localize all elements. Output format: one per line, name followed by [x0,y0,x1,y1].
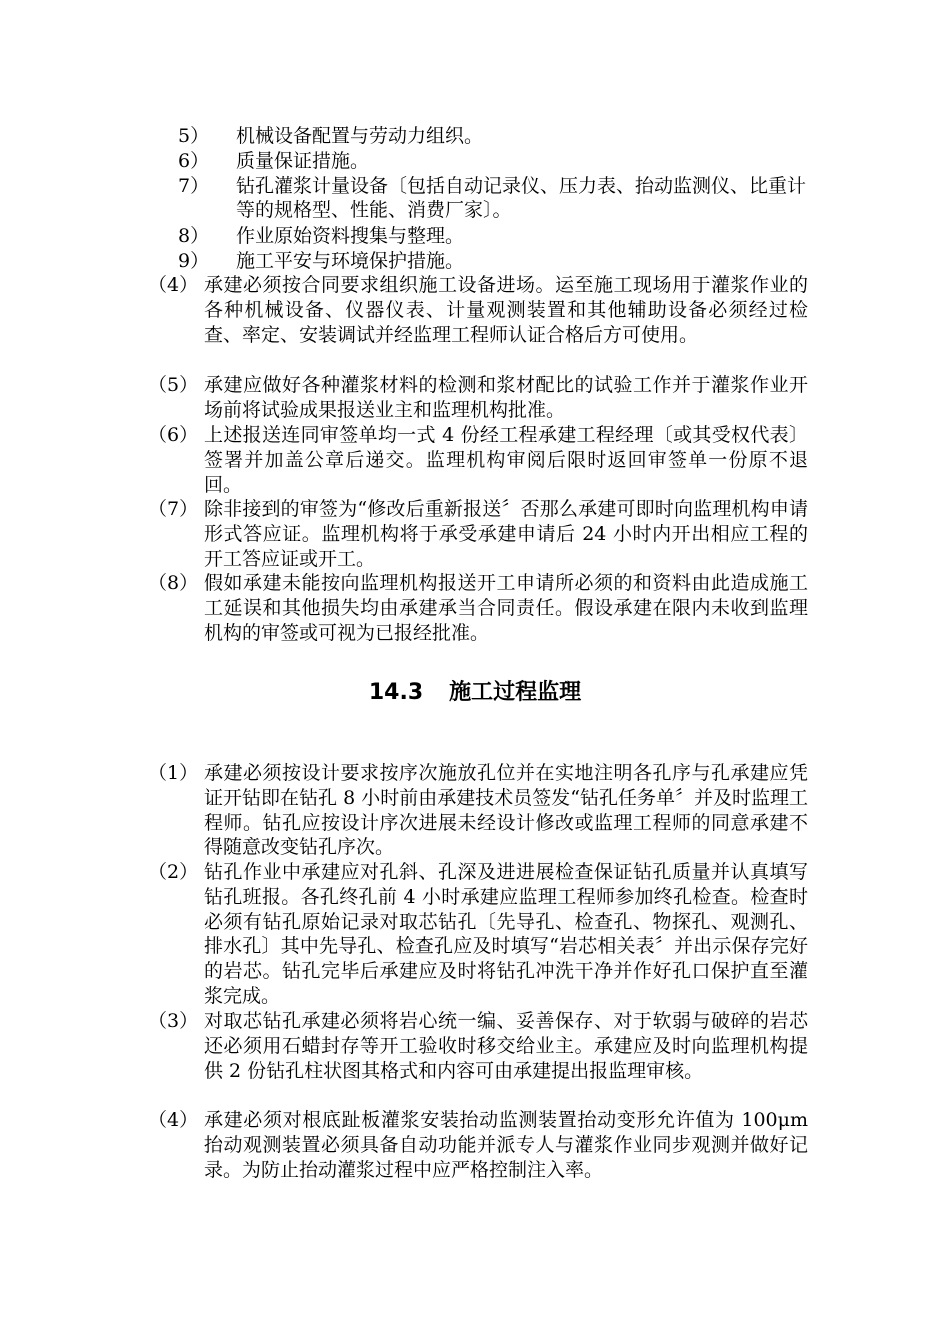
sub-list-item [178,149,808,173]
sub-list-item [178,249,808,273]
item-number: （6） [148,424,199,446]
item-text: 承建必须对根底趾板灌浆安装抬动监测装置抬动变形允许值为 100μm 抬动观测装置必须具备自动功能并派专人与灌浆作业同步观测并做好记录。为防止抬动灌浆过程中应严格控制注入率。 [204,1109,808,1181]
list-item [148,423,808,497]
list-item [148,761,808,860]
list-item [148,1009,808,1083]
sub-item-number: 7） [178,175,210,197]
item-text: 假如承建未能按向监理机构报送开工申请所必须的和资料由此造成施工工延误和其他损失均由承建承当合同责任。假设承建在限内未收到监理机构的审签或可视为已报经批准。 [204,572,808,644]
section-number: 14.3 [368,680,424,705]
sub-item-number: 5） [178,125,210,147]
item-number: （3） [148,1010,199,1032]
item-number: （4） [148,274,199,296]
sub-item-text: 机械设备配置与劳动力组织。 [236,125,484,147]
item-number: （1） [148,762,199,784]
sub-list-item [178,124,808,148]
section-title: 施工过程监理 [449,680,582,705]
item-number: （2） [148,861,199,883]
sub-item-text: 施工平安与环境保护措施。 [236,250,465,272]
sub-item-number: 6） [178,150,210,172]
item-number: （7） [148,498,199,520]
list-item [148,273,808,347]
item-text: 上述报送连同审签单均一式 4 份经工程承建工程经理〔或其受权代表〕签署并加盖公章后递交。监理机构审阅后限时返回审签单一份原不退回。 [204,424,808,496]
item-text: 钻孔作业中承建应对孔斜、孔深及进进展检查保证钻孔质量并认真填写钻孔班报。各孔终孔前 4 小时承建应监理工程师参加终孔检查。检查时必须有钻孔原始记录对取芯钻孔〔先导孔、检查孔、物探孔、观测孔、排水孔〕其中先导孔、检查孔应及时填写“岩芯相关表〞并出示保存完好的岩芯。钻孔完毕后承建应及时将钻孔冲洗干净并作好孔口保护直至灌浆完成。 [204,861,808,1007]
item-number: （4） [148,1109,199,1131]
list-item [148,571,808,645]
sub-item-number: 9） [178,250,210,272]
item-text: 承建必须按合同要求组织施工设备进场。运至施工现场用于灌浆作业的各种机械设备、仪器仪表、计量观测装置和其他辅助设备必须经过检查、率定、安装调试并经监理工程师认证合格后方可使用。 [204,274,808,346]
sub-item-text: 质量保证措施。 [236,150,370,172]
sub-item-number: 8） [178,225,210,247]
list-item [148,373,808,423]
sub-list-item [178,224,808,248]
item-number: （5） [148,374,199,396]
list-item [148,497,808,571]
sub-item-text: 钻孔灌浆计量设备〔包括自动记录仪、压力表、抬动监测仪、比重计等的规格型、性能、消费厂家〕。 [236,175,807,221]
section-heading [0,678,950,708]
list-item [148,860,808,1009]
list-item [148,1108,808,1182]
sub-list-item [178,174,808,222]
item-number: （8） [148,572,199,594]
sub-item-text: 作业原始资料搜集与整理。 [236,225,465,247]
item-text: 承建必须按设计要求按序次施放孔位并在实地注明各孔序与孔承建应凭证开钻即在钻孔 8 小时前由承建技术员签发“钻孔任务单〞并及时监理工程师。钻孔应按设计序次进展未经设计修改或监理工程师的同意承建不得随意改变钻孔序次。 [204,762,808,859]
item-text: 除非接到的审签为“修改后重新报送〞否那么承建可即时向监理机构申请形式答应证。监理机构将于承受承建申请后 24 小时内开出相应工程的开工答应证或开工。 [204,498,808,570]
item-text: 对取芯钻孔承建必须将岩心统一编、妥善保存、对于软弱与破碎的岩芯还必须用石蜡封存等开工验收时移交给业主。承建应及时向监理机构提供 2 份钻孔柱状图其格式和内容可由承建提出报监理审核。 [204,1010,808,1082]
item-text: 承建应做好各种灌浆材料的检测和浆材配比的试验工作并于灌浆作业开场前将试验成果报送业主和监理机构批准。 [204,374,808,421]
